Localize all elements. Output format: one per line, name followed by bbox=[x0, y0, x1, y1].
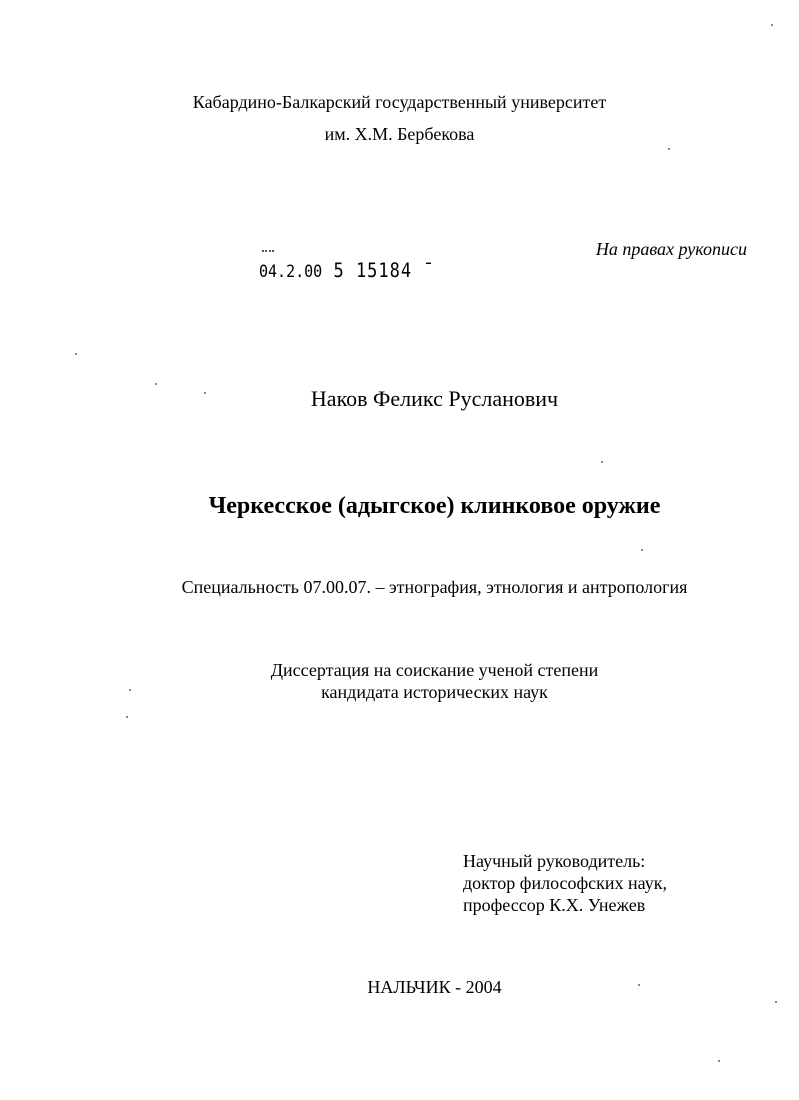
scan-speck bbox=[126, 716, 128, 718]
dissertation-degree-line-2: кандидата исторических наук bbox=[321, 682, 548, 702]
registration-code-prefix: 04.2.00 bbox=[259, 260, 323, 282]
dissertation-title: Черкесское (адыгское) клинковое оружие bbox=[208, 493, 661, 519]
scan-speck bbox=[771, 24, 773, 26]
scan-speck bbox=[75, 353, 77, 355]
advisor-degree: доктор философских наук, bbox=[463, 873, 667, 893]
registration-dash: ˉ bbox=[412, 259, 435, 283]
city-year: НАЛЬЧИК - 2004 bbox=[367, 977, 502, 997]
advisor-label: Научный руководитель: bbox=[463, 851, 646, 871]
scan-speck bbox=[601, 461, 603, 463]
registration-number bbox=[259, 259, 435, 283]
scan-speck bbox=[668, 148, 670, 150]
scan-speck bbox=[155, 383, 157, 385]
scan-speck bbox=[775, 1001, 777, 1003]
specialty-line: Специальность 07.00.07. – этнография, этнология и антропология bbox=[181, 577, 688, 597]
registration-code-number: 5 15184 bbox=[333, 259, 413, 283]
scan-speck bbox=[641, 549, 643, 551]
scan-speck bbox=[718, 1060, 720, 1062]
registration-mark bbox=[262, 250, 274, 254]
scan-speck bbox=[204, 392, 206, 394]
scan-speck bbox=[638, 984, 640, 986]
university-named-after: им. Х.М. Бербекова bbox=[324, 124, 475, 144]
dissertation-degree-line-1: Диссертация на соискание ученой степени bbox=[270, 660, 599, 680]
scan-speck bbox=[129, 689, 131, 691]
author-name: Наков Феликс Русланович bbox=[310, 386, 559, 411]
university-name: Кабардино-Балкарский государственный университет bbox=[192, 92, 607, 112]
advisor-name: профессор К.Х. Унежев bbox=[463, 895, 646, 915]
manuscript-note: На правах рукописи bbox=[595, 239, 747, 259]
